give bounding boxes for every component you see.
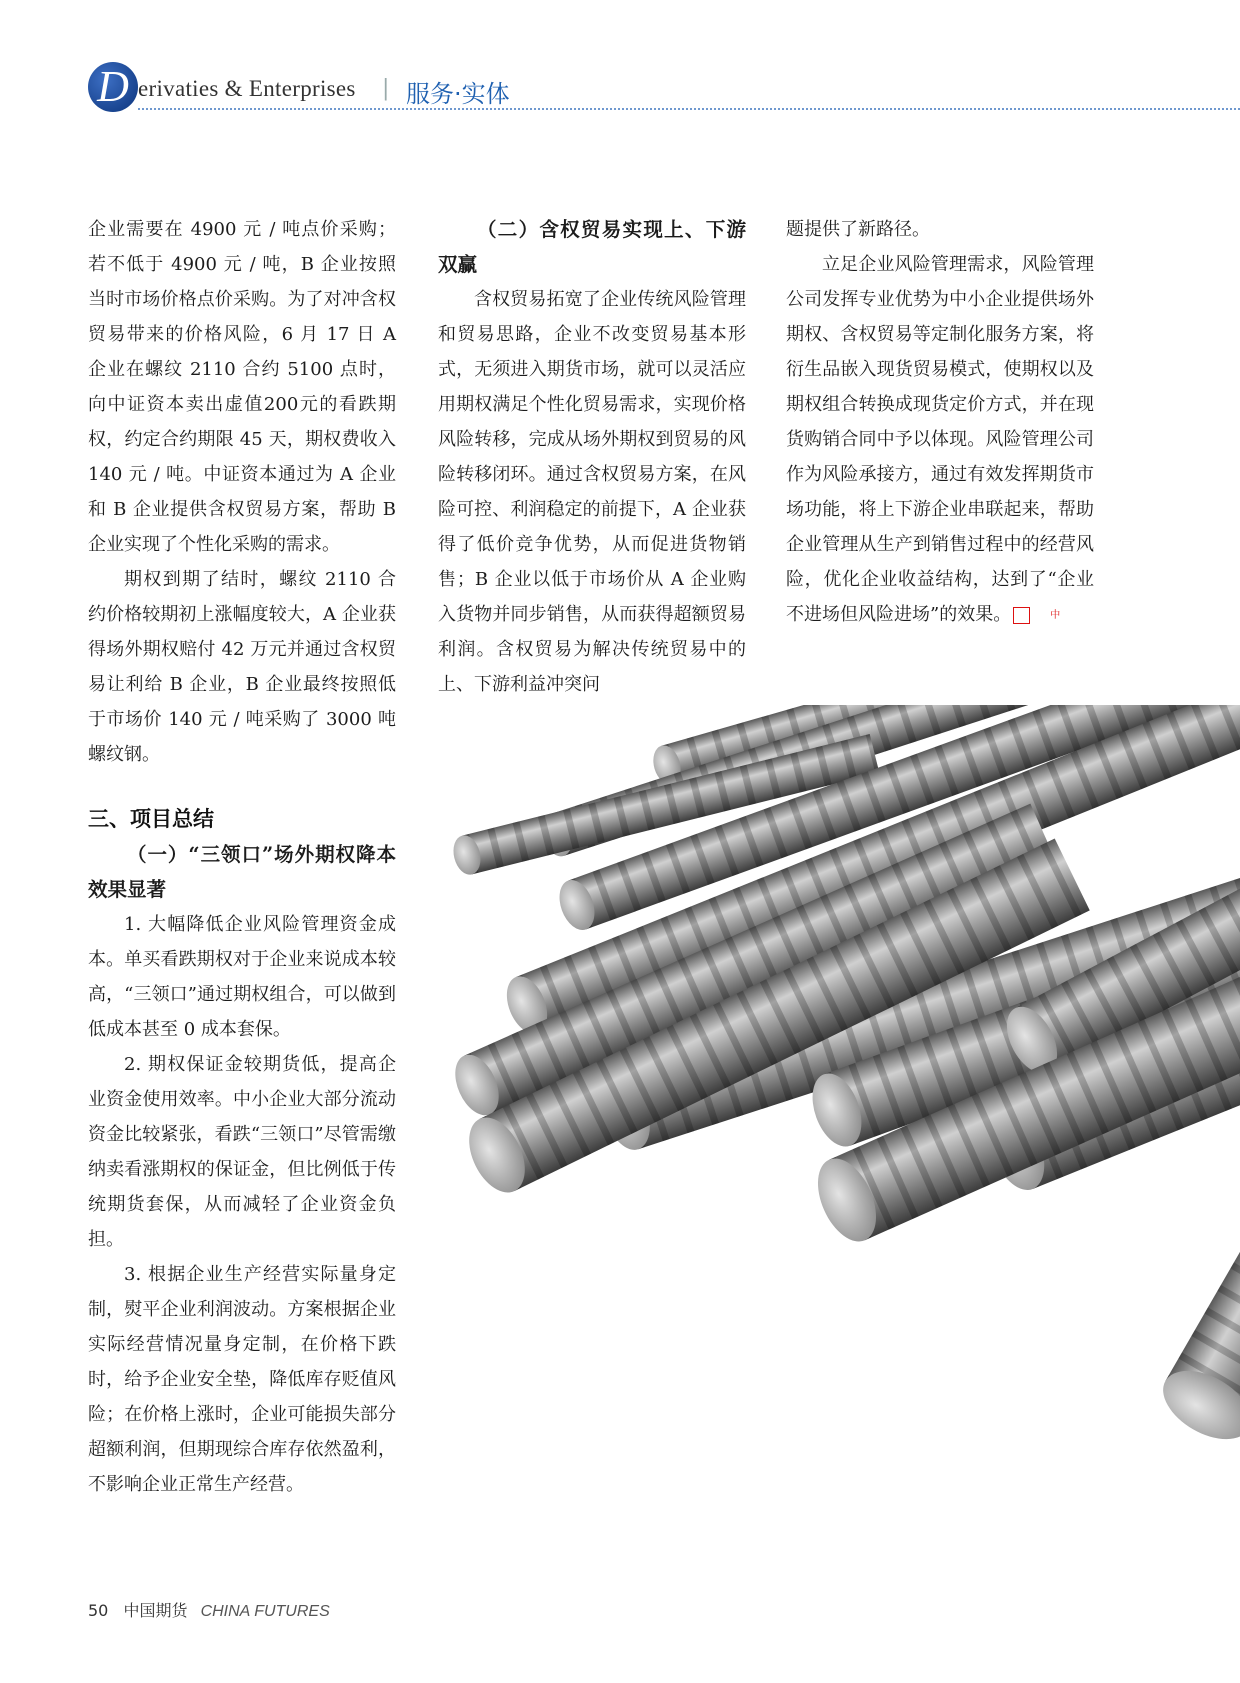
paragraph: 期权到期了结时，螺纹 2110 合约价格较期初上涨幅度较大，A 企业获得场外期权赔付 42 万元并通过含权贸易让利给 B 企业，B 企业最终按照低于市场价 140 元 / 吨采购了 3000 吨螺纹钢。 <box>88 569 396 765</box>
rebar-illustration <box>437 705 1240 1468</box>
rebar-photo <box>437 705 1240 1468</box>
paragraph: 题提供了新路径。 <box>786 219 930 240</box>
text-column-3 <box>786 212 1094 632</box>
paragraph <box>786 247 1094 632</box>
paragraph: 含权贸易拓宽了企业传统风险管理和贸易思路，企业不改变贸易基本形式，无须进入期货市场，就可以灵活应用期权满足个性化贸易需求，实现价格风险转移，完成从场外期权到贸易的风险转移闭环。通过含权贸易方案，在风险可控、利润稳定的前提下，A 企业获得了低价竞争优势，从而促进货物销售；B 企业以低于市场价从 A 企业购入货物并同步销售，从而获得超额贸易利润。含权贸易为解决传统贸易中的上、下游利益冲突问 <box>438 289 746 695</box>
logo-d-icon: D <box>88 62 138 112</box>
header-separator: | <box>382 76 390 101</box>
magazine-name-cn: 中国期货 <box>123 1601 188 1620</box>
rebar-bar <box>1151 1156 1240 1453</box>
section-title: 三、项目总结 <box>88 807 214 831</box>
paragraph: 1. 大幅降低企业风险管理资金成本。单买看跌期权对于企业来说成本较高，“三领口”通过期权组合，可以做到低成本甚至 0 成本套保。 <box>88 914 396 1040</box>
subheading: （二）含权贸易实现上、下游双赢 <box>438 218 746 276</box>
header-dotted-rule <box>138 108 1240 110</box>
paragraph: 企业需要在 4900 元 / 吨点价采购；若不低于 4900 元 / 吨，B 企业按照当时市场价格点价采购。为了对冲含权贸易带来的价格风险，6 月 17 日 A 企业在螺纹 2110 合约 5100 点时，向中证资本卖出虚值200元的看跌期权，约定合约期限 45 天，期权费收入 140 元 / 吨。中证资本通过为 A 企业和 B 企业提供含权贸易方案，帮助 B 企业实现了个性化采购的需求。 <box>88 219 396 555</box>
paragraph: 3. 根据企业生产经营实际量身定制，熨平企业利润波动。方案根据企业实际经营情况量身定制，在价格下跌时，给予企业安全垫，降低库存贬值风险；在价格上涨时，企业可能损失部分超额利润，但期现综合库存依然盈利，不影响企业正常生产经营。 <box>88 1264 396 1495</box>
paragraph-text: 立足企业风险管理需求，风险管理公司发挥专业优势为中小企业提供场外期权、含权贸易等定制化服务方案，将衍生品嵌入现货贸易模式，使期权以及期权组合转换成现货定价方式，并在现货购销合同中予以体现。风险管理公司作为风险承接方，通过有效发挥期货市场功能，将上下游企业串联起来，帮助企业管理从生产到销售过程中的经营风险，优化企业收益结构，达到了“企业不进场但风险进场”的效果。 <box>786 254 1094 625</box>
article-end-mark-icon: 中 <box>1013 607 1030 624</box>
subheading: （一）“三领口”场外期权降本效果显著 <box>88 843 396 901</box>
text-column-1 <box>88 212 396 1502</box>
header-title-en: erivaties & Enterprises <box>138 76 356 101</box>
text-column-2 <box>438 212 746 702</box>
page-number: 50 <box>88 1601 109 1620</box>
paragraph: 2. 期权保证金较期货低，提高企业资金使用效率。中小企业大部分流动资金比较紧张，看跌“三领口”尽管需缴纳卖看涨期权的保证金，但比例低于传统期货套保，从而减轻了企业资金负担。 <box>88 1054 396 1250</box>
magazine-name-en: CHINA FUTURES <box>200 1603 330 1620</box>
page-header <box>88 62 1240 122</box>
header-section-title: 服务·实体 <box>406 80 510 108</box>
page-footer <box>88 1598 330 1621</box>
